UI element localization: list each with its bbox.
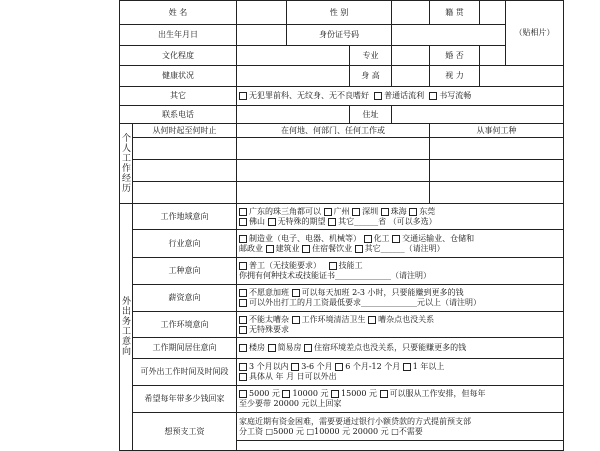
major-value[interactable]	[392, 46, 430, 66]
photo-box: （贴相片）	[506, 1, 564, 66]
industry-label: 行业意向	[133, 230, 237, 258]
checkbox[interactable]	[355, 245, 363, 253]
marriage-label: 婚 否	[430, 46, 480, 66]
checkbox[interactable]	[392, 235, 400, 243]
checkbox[interactable]	[239, 344, 247, 352]
height-value[interactable]	[392, 66, 430, 87]
education-value[interactable]	[237, 46, 350, 66]
checkbox[interactable]	[380, 390, 388, 398]
marriage-value[interactable]	[480, 46, 506, 66]
option-writing: 书写流畅	[439, 91, 472, 100]
checkbox[interactable]	[292, 289, 300, 297]
checkbox[interactable]	[239, 390, 247, 398]
vision-label: 视 力	[430, 66, 480, 87]
height-label: 身 高	[350, 66, 392, 87]
work-trade-cell[interactable]	[430, 138, 564, 160]
name-label: 姓 名	[120, 1, 237, 25]
checkbox[interactable]	[239, 262, 247, 270]
option-mandarin: 普通话流利	[384, 91, 425, 100]
vision-value[interactable]	[480, 66, 564, 87]
id-number-value[interactable]	[392, 25, 506, 46]
checkbox[interactable]	[239, 316, 247, 324]
advance-label: 想预支工资	[133, 413, 237, 451]
checkbox[interactable]	[429, 92, 437, 100]
work-trade-cell[interactable]	[430, 182, 564, 204]
work-history-section-label: 个 人 工 作 经 历	[120, 124, 133, 204]
phone-value[interactable]	[237, 106, 350, 124]
work-trade-header: 从事何工种	[430, 124, 564, 138]
checkbox[interactable]	[268, 344, 276, 352]
checkbox[interactable]	[268, 218, 276, 226]
checkbox[interactable]	[352, 208, 360, 216]
work-trade-cell[interactable]	[430, 160, 564, 182]
checkbox[interactable]	[282, 390, 290, 398]
gender-label: 性 别	[287, 1, 392, 25]
work-place-cell[interactable]	[237, 160, 430, 182]
checkbox[interactable]	[368, 316, 376, 324]
work-period-header: 从何时起至何时止	[133, 124, 237, 138]
housing-label: 工作期间居住意向	[133, 338, 237, 359]
checkbox[interactable]	[239, 326, 247, 334]
housing-options: 楼房 简易房 住宿环境差点也没关系，只要能赚更多的钱	[237, 338, 564, 359]
checkbox[interactable]	[239, 92, 247, 100]
work-place-cell[interactable]	[237, 138, 430, 160]
trade-options: 普工（无技能要求） 技能工 你拥有何种技术或技能证书______________（请注明）	[237, 258, 564, 285]
checkbox[interactable]	[239, 235, 247, 243]
registration-form	[119, 0, 564, 451]
health-value[interactable]	[237, 66, 350, 87]
checkbox[interactable]	[239, 363, 247, 371]
period-options: 3 个月以内 3-6 个月 6 个月-12 个月 1 年以上 具体从 年 月 日可以外出	[237, 359, 564, 386]
salary-options: 不愿意加班 可以每天加班 2-3 小时，只要能赚到更多的钱 可以外出打工的月工资最低要求______________元以上（请注明）	[237, 285, 564, 312]
checkbox[interactable]	[239, 208, 247, 216]
industry-options: 制造业（电子、电器、机械等） 化工 交通运输业、仓储和 邮政业 建筑业 住宿餐饮业 其它______（请注明）	[237, 230, 564, 258]
checkbox[interactable]	[364, 235, 372, 243]
other-options	[237, 87, 564, 106]
major-label: 专业	[350, 46, 392, 66]
checkbox[interactable]	[239, 289, 247, 297]
environment-label: 工作环境意向	[133, 312, 237, 338]
checkbox[interactable]	[266, 245, 274, 253]
work-place-cell[interactable]	[237, 182, 430, 204]
address-label: 住址	[350, 106, 392, 124]
checkbox[interactable]	[381, 208, 389, 216]
birth-value[interactable]	[237, 25, 287, 46]
checkbox[interactable]	[335, 363, 343, 371]
other-label: 其它	[120, 87, 237, 106]
option-no-record: 无犯罪前科、无纹身、无不良嗜好	[249, 91, 370, 100]
phone-label: 联系电话	[120, 106, 237, 124]
work-place-header: 在何地、何部门、任何工作或	[237, 124, 430, 138]
advance-extra[interactable]	[237, 441, 564, 451]
native-place-label: 籍 贯	[430, 1, 480, 25]
savings-label: 希望每年带多少钱回家	[133, 386, 237, 413]
name-value[interactable]	[237, 1, 287, 25]
birth-label: 出生年月日	[120, 25, 237, 46]
checkbox[interactable]	[331, 390, 339, 398]
id-number-label: 身份证号码	[287, 25, 392, 46]
checkbox[interactable]	[324, 208, 332, 216]
savings-options: 5000 元 10000 元 15000 元 可以服从工作安排，但每年 至少要带 20000 元以上回家	[237, 386, 564, 413]
work-period-cell[interactable]	[133, 138, 237, 160]
work-period-cell[interactable]	[133, 160, 237, 182]
checkbox[interactable]	[304, 344, 312, 352]
checkbox[interactable]	[328, 218, 336, 226]
health-label: 健康状况	[120, 66, 237, 87]
checkbox[interactable]	[239, 373, 247, 381]
trade-label: 工种意向	[133, 258, 237, 285]
checkbox[interactable]	[239, 299, 247, 307]
address-value[interactable]	[392, 106, 564, 124]
work-period-cell[interactable]	[133, 182, 237, 204]
gender-value[interactable]	[392, 1, 430, 25]
salary-label: 薪资意向	[133, 285, 237, 312]
checkbox[interactable]	[239, 218, 247, 226]
checkbox[interactable]	[302, 245, 310, 253]
checkbox[interactable]	[374, 92, 382, 100]
checkbox[interactable]	[409, 208, 417, 216]
education-label: 文化程度	[120, 46, 237, 66]
period-label: 可外出工作时间及时间段	[133, 359, 237, 386]
checkbox[interactable]	[292, 316, 300, 324]
environment-options: 不能太嘈杂 工作环境清洁卫生 嘈杂点也没关系 无特殊要求	[237, 312, 564, 338]
advance-options: 家庭近期有资金困难，需要要通过银行小额贷款的方式提前预支部 分工资 □5000 元 □10000 元 20000 元 □不需要	[237, 413, 564, 441]
checkbox[interactable]	[329, 262, 337, 270]
region-options: 广东的珠三角都可以 广州 深圳 珠海 东莞 佛山 无特殊的期望 其它______省 （可以多选）	[237, 204, 564, 230]
region-label: 工作地域意向	[133, 204, 237, 230]
native-place-value[interactable]	[480, 1, 506, 25]
intention-section-label: 外 出 务 工 意 向	[120, 204, 133, 451]
checkbox[interactable]	[403, 363, 411, 371]
checkbox[interactable]	[291, 363, 299, 371]
